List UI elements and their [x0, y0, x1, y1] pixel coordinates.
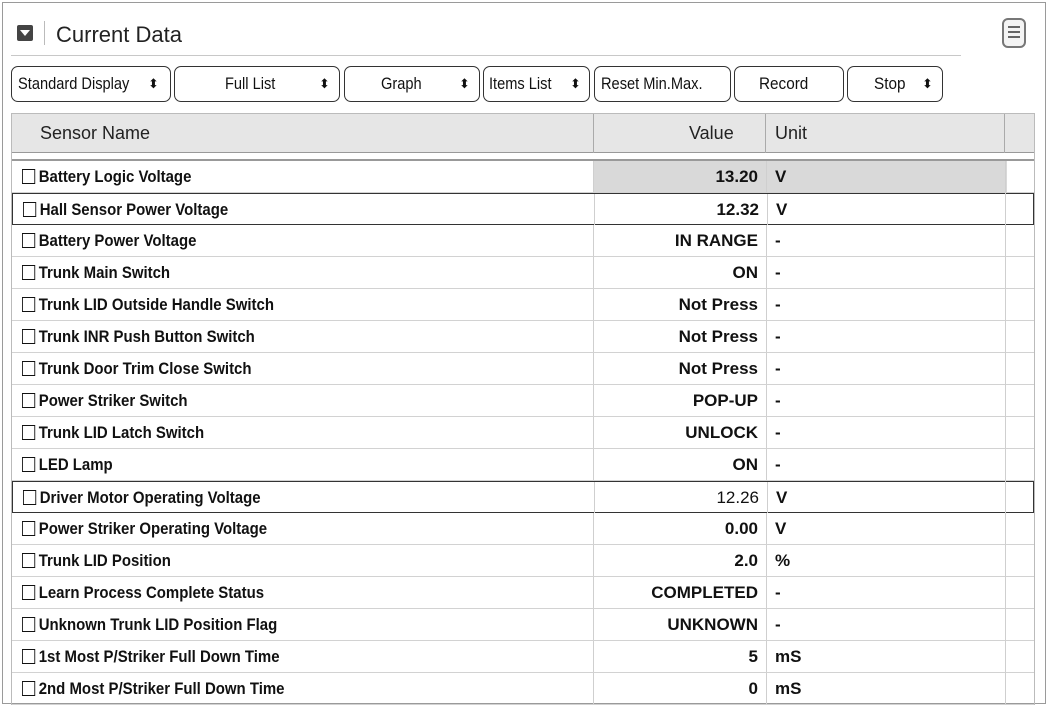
- value-cell: Not Press: [678, 359, 758, 378]
- table-row[interactable]: [12, 385, 1034, 417]
- checkbox-icon[interactable]: [22, 233, 35, 248]
- stop-label: Stop: [874, 74, 906, 93]
- unit-cell: V: [776, 488, 788, 507]
- items-list-label: Items List: [489, 74, 552, 93]
- sensor-name-cell: [22, 417, 204, 448]
- table-row[interactable]: [12, 417, 1034, 449]
- value-cell: UNKNOWN: [667, 615, 758, 634]
- unit-cell: V: [775, 519, 787, 538]
- table-row[interactable]: [12, 289, 1034, 321]
- table-row[interactable]: [12, 225, 1034, 257]
- sensor-name-label: Battery Power Voltage: [38, 231, 197, 250]
- value-cell: ON: [732, 263, 758, 282]
- sensor-name-header[interactable]: Sensor Name: [40, 123, 151, 143]
- up-down-arrows-icon: ⬍: [922, 76, 933, 91]
- sensor-name-label: Trunk Door Trim Close Switch: [38, 359, 252, 378]
- sensor-name-label: Power Striker Switch: [38, 391, 188, 410]
- sensor-name-label: Unknown Trunk LID Position Flag: [38, 615, 278, 634]
- checkbox-icon[interactable]: [23, 202, 36, 217]
- unit-cell: mS: [775, 679, 802, 698]
- unit-cell: V: [776, 200, 788, 219]
- value-cell: 12.32: [716, 200, 759, 219]
- unit-cell: -: [775, 359, 781, 378]
- table-row[interactable]: [12, 609, 1034, 641]
- up-down-arrows-icon: ⬍: [148, 76, 159, 91]
- unit-header[interactable]: Unit: [775, 123, 808, 143]
- table-row[interactable]: [12, 481, 1034, 513]
- value-header[interactable]: Value: [689, 123, 734, 143]
- panel-header: [11, 13, 961, 56]
- reset-min-max-button[interactable]: [594, 66, 731, 102]
- header-separator: [12, 153, 1034, 161]
- value-cell: Not Press: [678, 327, 758, 346]
- unit-cell: -: [775, 423, 781, 442]
- up-down-arrows-icon: ⬍: [319, 76, 330, 91]
- unit-cell: V: [767, 161, 1007, 192]
- table-row[interactable]: [12, 673, 1034, 705]
- collapse-triangle-icon[interactable]: [17, 25, 33, 41]
- sensor-name-cell: [22, 545, 171, 576]
- sensor-name-cell: [22, 289, 274, 320]
- value-cell: 12.26: [716, 488, 759, 507]
- display-mode-label: Standard Display: [18, 74, 130, 93]
- graph-label: Graph: [381, 74, 422, 93]
- table-row[interactable]: [12, 513, 1034, 545]
- up-down-arrows-icon: ⬍: [570, 76, 581, 91]
- sensor-name-cell: [22, 673, 284, 704]
- sensor-name-cell: [22, 513, 267, 544]
- table-row[interactable]: [12, 577, 1034, 609]
- record-label: Record: [759, 74, 809, 93]
- table-row[interactable]: [12, 545, 1034, 577]
- sensor-name-label: Trunk Main Switch: [38, 263, 171, 282]
- unit-cell: -: [775, 455, 781, 474]
- sensor-name-cell: [22, 321, 255, 352]
- checkbox-icon[interactable]: [23, 490, 36, 505]
- unit-cell: -: [775, 327, 781, 346]
- sensor-name-label: Trunk INR Push Button Switch: [38, 327, 255, 346]
- unit-cell: -: [775, 615, 781, 634]
- checkbox-icon[interactable]: [22, 361, 35, 376]
- checkbox-icon[interactable]: [22, 265, 35, 280]
- record-button[interactable]: [734, 66, 844, 102]
- sensor-name-label: 2nd Most P/Striker Full Down Time: [38, 679, 285, 698]
- value-cell: Not Press: [678, 295, 758, 314]
- display-mode-select[interactable]: [11, 66, 171, 102]
- sensor-name-cell: [22, 449, 113, 480]
- sensor-name-label: Learn Process Complete Status: [38, 583, 265, 602]
- sensor-name-cell: [22, 353, 252, 384]
- value-cell: 0: [748, 679, 758, 698]
- unit-cell: -: [775, 295, 781, 314]
- sensor-name-label: Power Striker Operating Voltage: [38, 519, 268, 538]
- sensor-name-cell: [22, 641, 280, 672]
- sensor-name-cell: [22, 577, 264, 608]
- sensor-name-label: Hall Sensor Power Voltage: [39, 200, 229, 219]
- column-divider: [1004, 114, 1005, 153]
- unit-cell: -: [775, 263, 781, 282]
- current-data-panel: [2, 2, 1046, 704]
- panel-title: Current Data: [56, 22, 182, 47]
- checkbox-icon[interactable]: [22, 649, 35, 664]
- checkbox-icon[interactable]: [22, 681, 35, 696]
- value-cell: 0.00: [724, 519, 758, 538]
- items-list-select[interactable]: [483, 66, 590, 102]
- sensor-name-label: Battery Logic Voltage: [38, 167, 192, 186]
- checkbox-icon[interactable]: [22, 553, 35, 568]
- table-row[interactable]: [12, 353, 1034, 385]
- sensor-name-cell: [22, 385, 188, 416]
- checkbox-icon[interactable]: [22, 297, 35, 312]
- table-row[interactable]: [12, 449, 1034, 481]
- value-cell: 13.20: [594, 161, 766, 192]
- graph-select[interactable]: [344, 66, 480, 102]
- list-mode-select[interactable]: [174, 66, 340, 102]
- sensor-name-cell: [23, 482, 261, 513]
- table-row[interactable]: [12, 161, 1034, 193]
- column-divider: [593, 114, 594, 153]
- table-row[interactable]: [12, 641, 1034, 673]
- sensor-name-label: Driver Motor Operating Voltage: [39, 488, 261, 507]
- hamburger-menu-icon[interactable]: [1002, 18, 1026, 48]
- unit-cell: mS: [775, 647, 802, 666]
- checkbox-icon[interactable]: [22, 457, 35, 472]
- sensor-name-label: LED Lamp: [38, 455, 113, 474]
- sensor-name-cell: [23, 194, 228, 225]
- reset-min-max-label: Reset Min.Max.: [601, 74, 703, 93]
- checkbox-icon[interactable]: [22, 521, 35, 536]
- table-row[interactable]: [12, 193, 1034, 225]
- sensor-name-label: Trunk LID Outside Handle Switch: [38, 295, 274, 314]
- column-divider: [1005, 161, 1006, 705]
- checkbox-icon[interactable]: [22, 585, 35, 600]
- checkbox-icon[interactable]: [22, 425, 35, 440]
- value-cell: COMPLETED: [651, 583, 758, 602]
- sensor-name-cell: [22, 161, 191, 192]
- list-mode-label: Full List: [225, 74, 276, 93]
- unit-cell: -: [775, 583, 781, 602]
- checkbox-icon[interactable]: [22, 617, 35, 632]
- unit-cell: -: [775, 231, 781, 250]
- table-row[interactable]: [12, 321, 1034, 353]
- column-divider: [765, 114, 766, 153]
- value-cell: 2.0: [734, 551, 758, 570]
- sensor-name-label: 1st Most P/Striker Full Down Time: [38, 647, 280, 666]
- unit-cell: %: [775, 551, 791, 570]
- unit-cell: -: [775, 391, 781, 410]
- table-header: [12, 113, 1034, 153]
- sensor-name-label: Trunk LID Latch Switch: [38, 423, 205, 442]
- sensor-name-cell: [22, 257, 170, 288]
- checkbox-icon[interactable]: [22, 329, 35, 344]
- sensor-name-label: Trunk LID Position: [38, 551, 171, 570]
- up-down-arrows-icon: ⬍: [459, 76, 470, 91]
- value-cell: UNLOCK: [685, 423, 758, 442]
- value-cell: IN RANGE: [674, 231, 758, 250]
- sensor-data-table: [11, 113, 1035, 705]
- sensor-name-cell: [22, 609, 277, 640]
- sensor-name-cell: [22, 225, 196, 256]
- stop-select[interactable]: [847, 66, 943, 102]
- checkbox-icon[interactable]: [22, 393, 35, 408]
- title-divider: [44, 21, 45, 45]
- checkbox-icon[interactable]: [22, 169, 35, 184]
- table-row[interactable]: [12, 257, 1034, 289]
- value-cell: 5: [748, 647, 758, 666]
- value-cell: ON: [732, 455, 758, 474]
- value-cell: POP-UP: [692, 391, 758, 410]
